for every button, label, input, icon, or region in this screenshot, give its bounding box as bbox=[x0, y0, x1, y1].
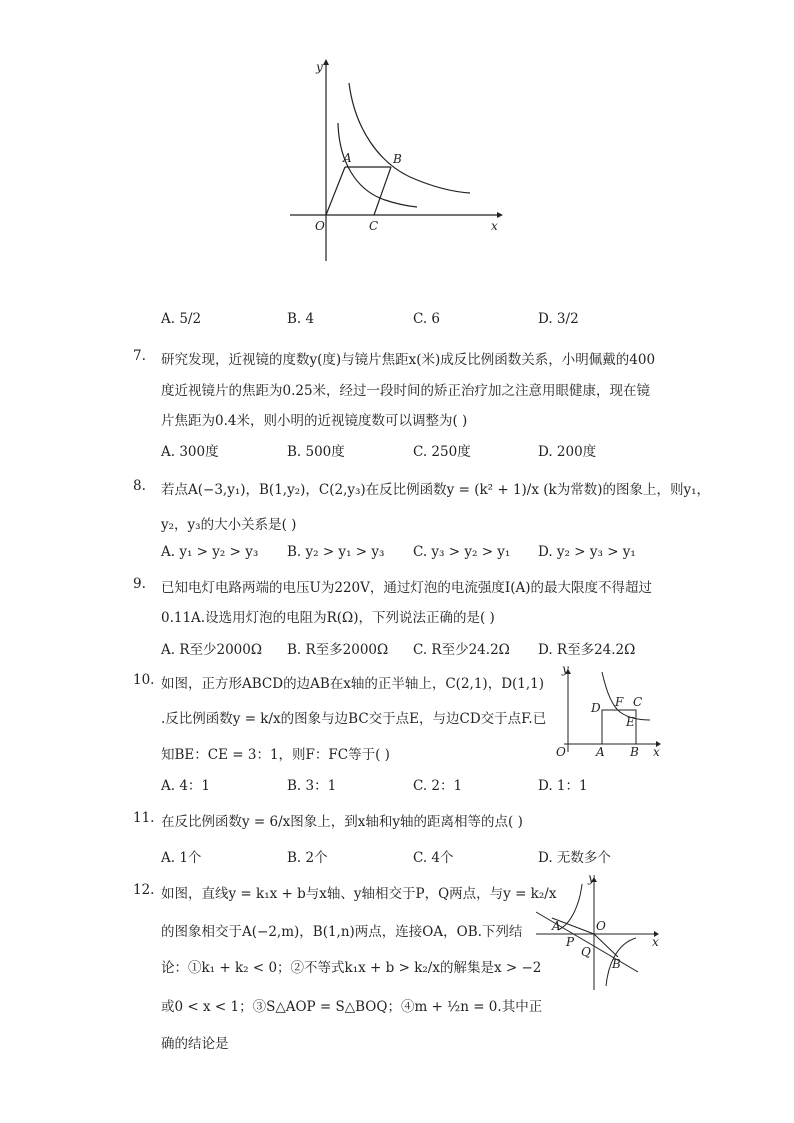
q8-option-b: B. y₂ > y₁ > y₃ bbox=[287, 544, 385, 560]
q8-option-d: D. y₂ > y₃ > y₁ bbox=[538, 544, 636, 560]
q8-number: 8. bbox=[133, 478, 146, 494]
q10-x-label: x bbox=[653, 745, 660, 759]
q7-line-2: 度近视镜片的焦距为0.25米，经过一段时间的矫正治疗加之注意用眼健康，现在镜 bbox=[161, 383, 651, 399]
q9-option-a: A. R至少2000Ω bbox=[161, 642, 263, 658]
q10-option-c: C. 2：1 bbox=[413, 778, 463, 794]
q7-line-3: 片焦距为0.4米，则小明的近视镜度数可以调整为( ) bbox=[161, 413, 468, 429]
q12-q-label: Q bbox=[581, 945, 591, 959]
q10-option-d: D. 1：1 bbox=[538, 778, 588, 794]
q10-d-label: D bbox=[591, 701, 601, 715]
q12-y-label: y bbox=[588, 871, 595, 885]
q6-option-a: A. 5/2 bbox=[161, 311, 202, 327]
q10-c-label: C bbox=[633, 695, 643, 709]
y-axis-label: y bbox=[316, 60, 323, 74]
q12-x-label: x bbox=[652, 935, 659, 949]
q9-option-c: C. R至少24.2Ω bbox=[413, 642, 510, 658]
q12-line-5: 确的结论是 bbox=[161, 1036, 229, 1052]
q12-p-label: P bbox=[566, 935, 575, 949]
q9-number: 9. bbox=[133, 576, 146, 592]
q10-figure bbox=[550, 662, 665, 757]
q12-a-label: A bbox=[552, 919, 561, 933]
origin-label: O bbox=[315, 219, 325, 233]
q9-line-1: 已知电灯电路两端的电压U为220V，通过灯泡的电流强度I(A)的最大限度不得超过 bbox=[161, 580, 653, 596]
q9-option-d: D. R至多24.2Ω bbox=[538, 642, 636, 658]
q7-option-c: C. 250度 bbox=[413, 444, 471, 460]
q10-line-1: 如图，正方形ABCD的边AB在x轴的正半轴上，C(2,1)，D(1,1) bbox=[161, 676, 545, 692]
q7-option-a: A. 300度 bbox=[161, 444, 219, 460]
q6-option-c: C. 6 bbox=[413, 311, 441, 327]
point-b-label: B bbox=[393, 152, 402, 166]
q8-line-2: y₂，y₃的大小关系是( ) bbox=[161, 517, 297, 533]
q12-origin-label: O bbox=[596, 919, 606, 933]
q6-option-b: B. 4 bbox=[287, 311, 315, 327]
q10-b-label: B bbox=[630, 745, 639, 759]
x-axis-label: x bbox=[491, 219, 498, 233]
q11-option-a: A. 1个 bbox=[161, 850, 202, 866]
q8-option-c: C. y₃ > y₂ > y₁ bbox=[413, 544, 511, 560]
q6-option-d: D. 3/2 bbox=[538, 311, 579, 327]
q12-number: 12. bbox=[133, 882, 155, 898]
q10-a-label: A bbox=[596, 745, 605, 759]
q11-option-d: D. 无数多个 bbox=[538, 850, 611, 866]
q11-number: 11. bbox=[133, 810, 155, 826]
q10-origin-label: O bbox=[556, 745, 566, 759]
q12-line-3: 论：①k₁ + k₂ < 0；②不等式k₁x + b > k₂/x的解集是x > −2 bbox=[161, 960, 542, 976]
q10-e-label: E bbox=[626, 715, 635, 729]
q10-f-label: F bbox=[615, 695, 624, 709]
q12-line-1: 如图，直线y = k₁x + b与x轴、y轴相交于P，Q两点，与y = k₂/x bbox=[161, 886, 557, 902]
q12-line-4: 或0 < x < 1；③S△AOP = S△BOQ；④m + ½n = 0.其中正 bbox=[161, 999, 543, 1015]
top-figure bbox=[285, 55, 505, 265]
q11-option-c: C. 4个 bbox=[413, 850, 454, 866]
q7-option-d: D. 200度 bbox=[538, 444, 597, 460]
q10-line-3: 知BE：CE = 3：1，则F：FC等于( ) bbox=[161, 747, 390, 763]
q10-option-b: B. 3：1 bbox=[287, 778, 337, 794]
q9-option-b: B. R至多2000Ω bbox=[287, 642, 389, 658]
q10-y-label: y bbox=[562, 662, 569, 676]
q10-line-2: .反比例函数y = k/x的图象与边BC交于点E，与边CD交于点F.已 bbox=[161, 711, 547, 727]
q12-b-label: B bbox=[612, 957, 621, 971]
q12-line-2: 的图象相交于A(−2,m)，B(1,n)两点，连接OA，OB.下列结 bbox=[161, 924, 523, 940]
q8-line-1: 若点A(−3,y₁)，B(1,y₂)，C(2,y₃)在反比例函数y = (k² + 1)/x (k为常数)的图象上，则y₁， bbox=[161, 482, 711, 498]
q10-option-a: A. 4：1 bbox=[161, 778, 211, 794]
q7-number: 7. bbox=[133, 348, 146, 364]
q8-option-a: A. y₁ > y₂ > y₃ bbox=[161, 544, 259, 560]
q11-line-1: 在反比例函数y = 6/x图象上，到x轴和y轴的距离相等的点( ) bbox=[161, 814, 523, 830]
q7-option-b: B. 500度 bbox=[287, 444, 345, 460]
q9-line-2: 0.11A.设选用灯泡的电阻为R(Ω)，下列说法正确的是( ) bbox=[161, 610, 495, 626]
point-c-label: C bbox=[369, 219, 379, 233]
q12-figure bbox=[532, 872, 662, 992]
q11-option-b: B. 2个 bbox=[287, 850, 328, 866]
q7-line-1: 研究发现，近视镜的度数y(度)与镜片焦距x(米)成反比例函数关系，小明佩戴的400 bbox=[161, 352, 656, 368]
point-a-label: A bbox=[343, 151, 352, 165]
q10-number: 10. bbox=[133, 672, 155, 688]
